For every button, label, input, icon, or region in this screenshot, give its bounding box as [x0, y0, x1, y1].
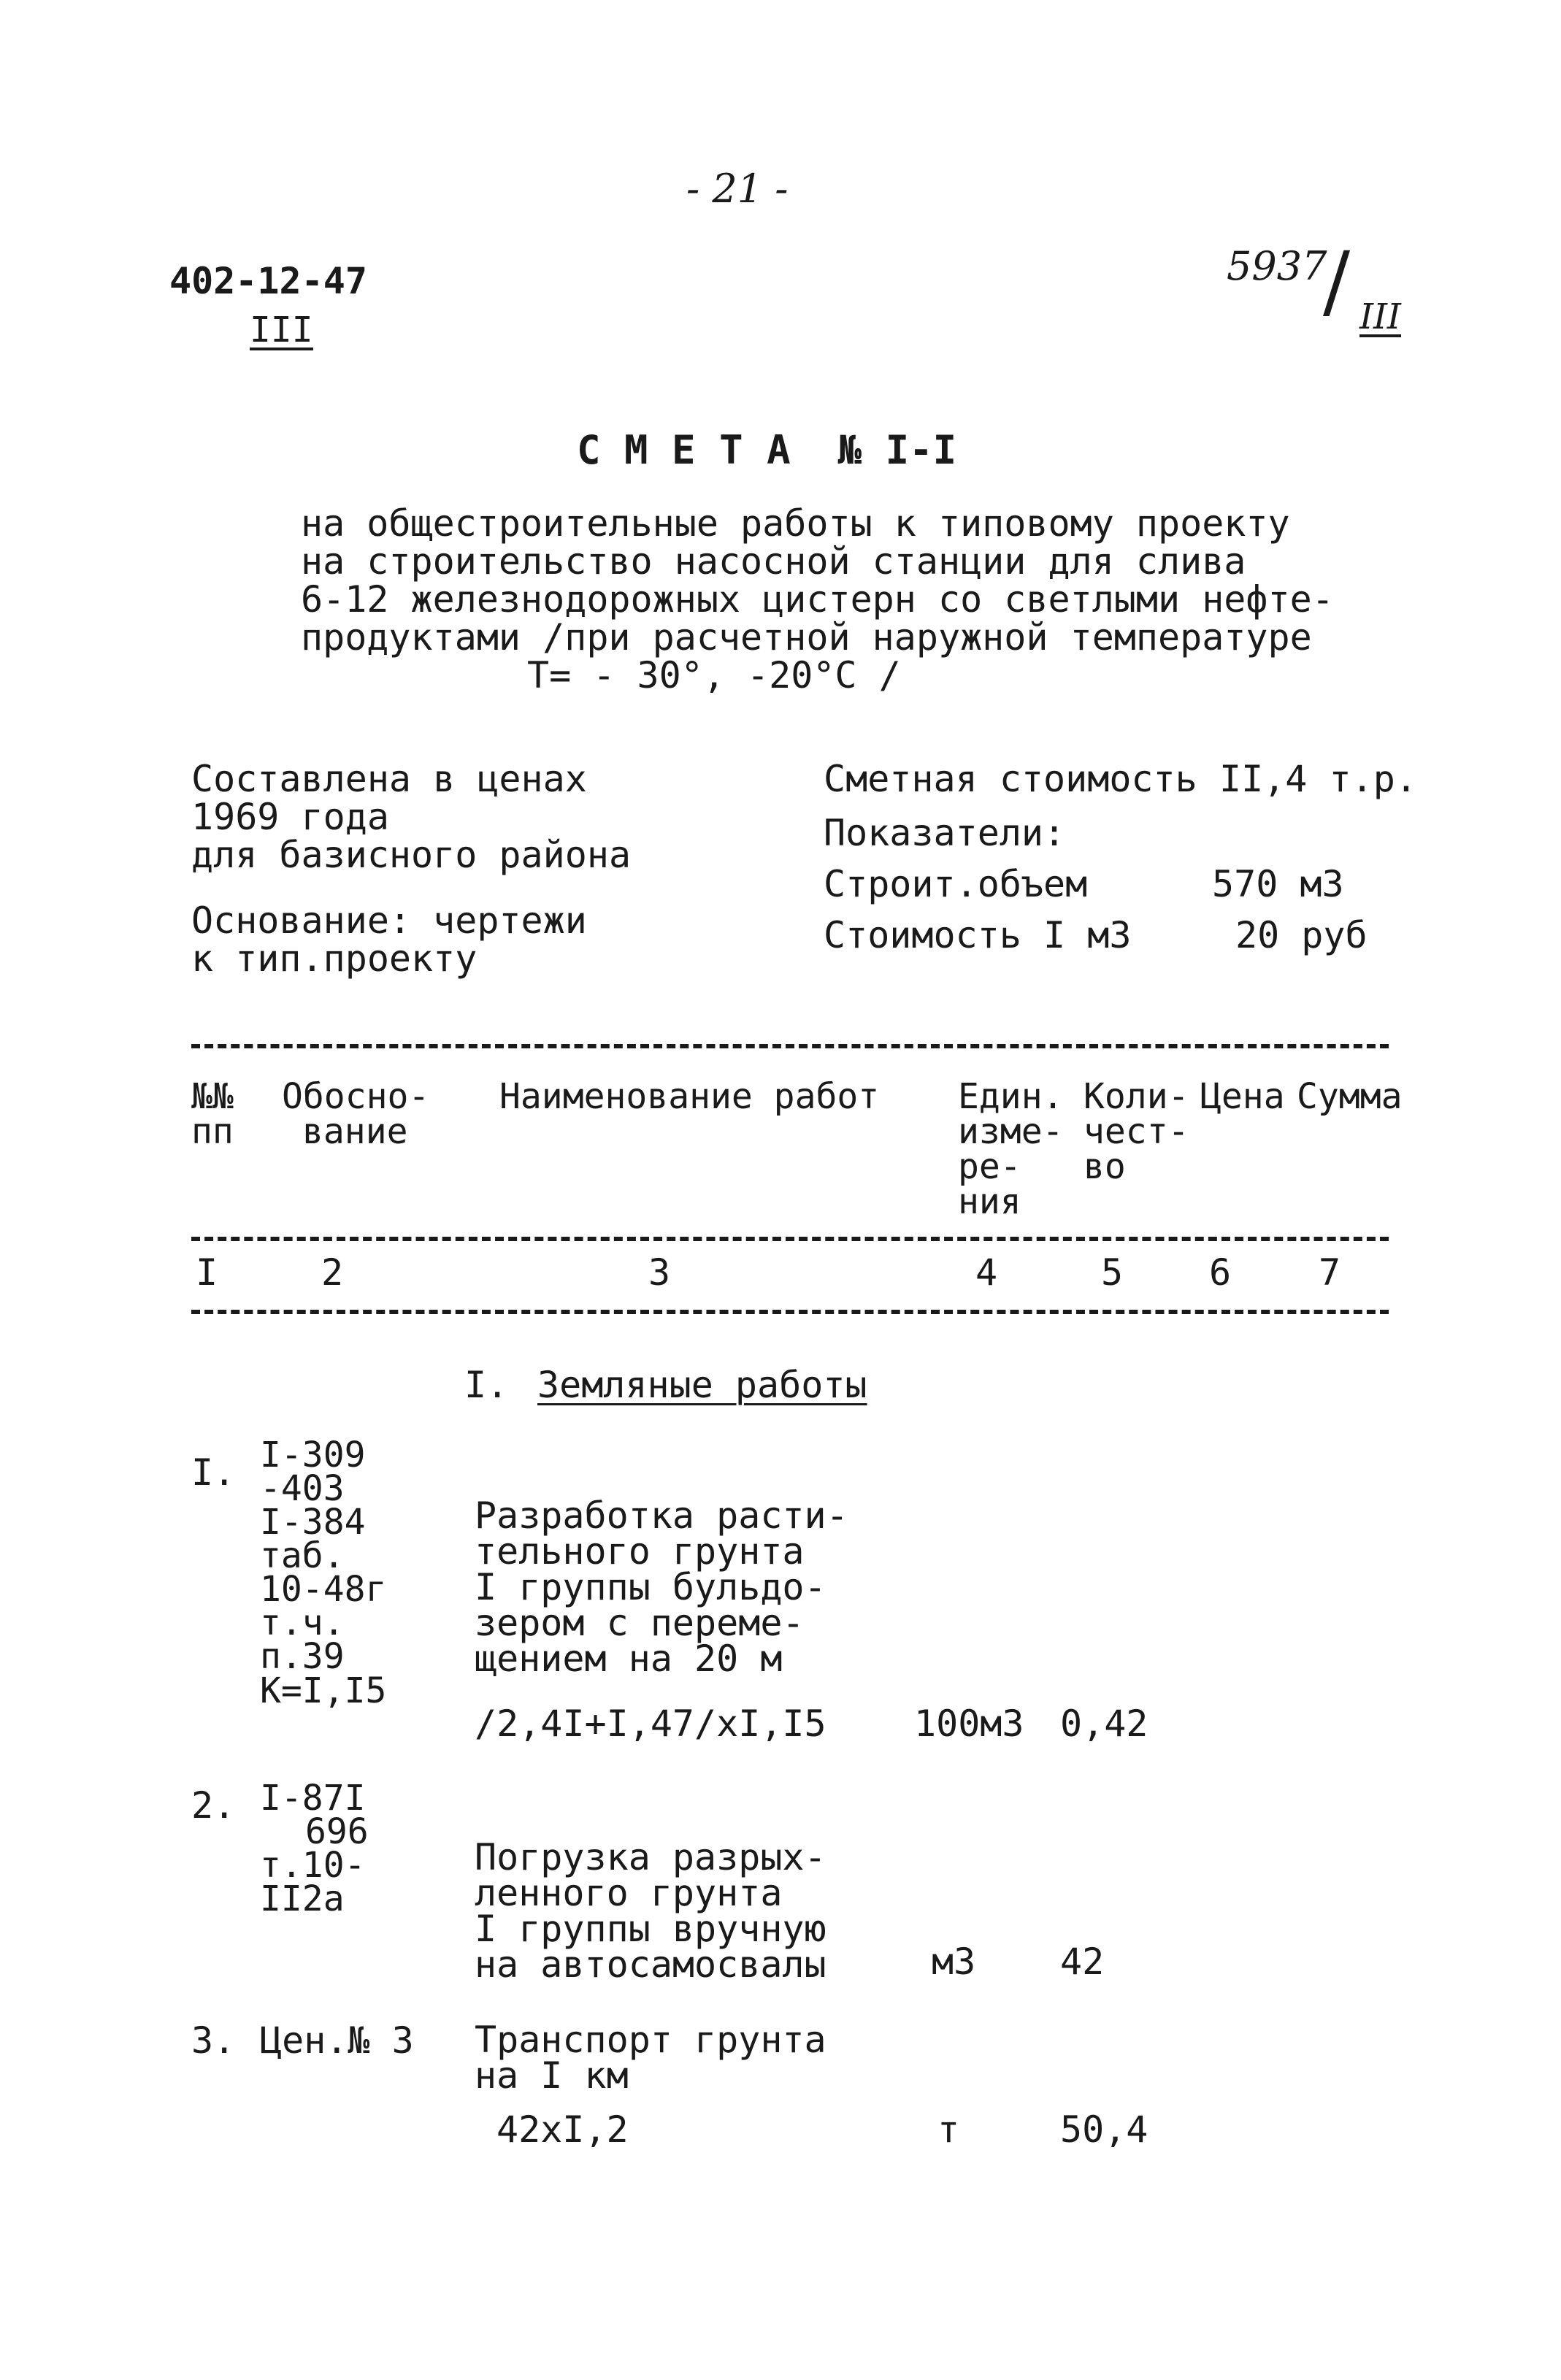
- basis-line: II2а: [260, 1878, 345, 1920]
- column-number: 5: [1101, 1251, 1124, 1294]
- header-no-line: №№: [191, 1076, 234, 1117]
- document-title: С М Е Т А № I-I: [577, 427, 957, 473]
- column-number: I: [196, 1251, 218, 1294]
- column-number: 3: [648, 1251, 671, 1294]
- header-basis: [282, 1076, 430, 1152]
- row-unit: т: [937, 2108, 960, 2151]
- unit-cost-value: 20 руб: [1235, 914, 1368, 956]
- header-qty-line: Коли-: [1084, 1076, 1189, 1117]
- unit-cost-label: Стоимость I м3: [824, 914, 1132, 956]
- cost-value: II,4 т.р.: [1219, 758, 1417, 800]
- header-basis-line: вание: [302, 1111, 408, 1152]
- header-unit-line: ния: [958, 1181, 1021, 1222]
- row-unit: м3: [932, 1941, 976, 1983]
- row-basis: [260, 1778, 369, 1920]
- volume-value: 570 м3: [1212, 863, 1344, 905]
- column-number: 4: [975, 1251, 998, 1294]
- row-qty: 42: [1060, 1941, 1105, 1983]
- header-unit: [958, 1076, 1064, 1222]
- basis-line: Основание: чертежи: [191, 899, 587, 942]
- indicators-label: Показатели:: [824, 812, 1066, 854]
- section-number: I.: [464, 1364, 509, 1406]
- basis-line: I-87I: [260, 1778, 366, 1819]
- name-line: щением на 20 м: [475, 1638, 783, 1680]
- name-line: на I км: [475, 2054, 629, 2097]
- subtitle-line: на общестроительные работы к типовому проекту: [301, 502, 1290, 545]
- archive-sub: III: [1359, 296, 1401, 337]
- prices-info: [191, 758, 632, 876]
- basis-line: I-309: [260, 1435, 366, 1475]
- header-divider-top: [191, 1044, 1389, 1048]
- name-line: I группы вручную: [475, 1908, 826, 1950]
- row-unit: 100м3: [914, 1703, 1024, 1745]
- row-qty: 0,42: [1060, 1703, 1148, 1745]
- column-number: 2: [321, 1251, 344, 1294]
- subtitle-line: Т= - 30°, -20°С /: [527, 654, 901, 696]
- header-qty: [1084, 1076, 1189, 1187]
- archive-number: 5937: [1227, 243, 1327, 289]
- header-sum: Сумма: [1297, 1076, 1403, 1117]
- header-price: Цена: [1200, 1076, 1285, 1117]
- row-formula: /2,4I+I,47/хI,I5: [475, 1703, 826, 1745]
- column-number: 7: [1319, 1251, 1341, 1294]
- header-unit-line: Един.: [958, 1076, 1064, 1117]
- basis-line: 10-48г: [260, 1569, 387, 1611]
- row-basis: [260, 1435, 387, 1711]
- header-divider-mid: [191, 1237, 1389, 1241]
- doc-code-sub: III: [250, 310, 313, 350]
- header-unit-line: изме-: [958, 1111, 1064, 1152]
- row-name: [475, 1836, 826, 1986]
- row-basis: Цен.№ 3: [260, 2019, 414, 2062]
- prices-line: 1969 года: [191, 796, 389, 838]
- name-line: ленного грунта: [475, 1872, 783, 1914]
- subtitle-line: продуктами /при расчетной наружной температуре: [301, 616, 1312, 659]
- volume-label: Строит.объем: [824, 863, 1088, 905]
- document-subtitle: [301, 502, 1334, 696]
- row-name: [475, 2019, 826, 2097]
- basis-line: I-384: [260, 1502, 366, 1543]
- name-line: Разработка расти-: [475, 1494, 848, 1537]
- row-formula: 42хI,2: [496, 2108, 629, 2151]
- header-qty-line: чест-: [1084, 1111, 1189, 1152]
- header-no: [191, 1076, 234, 1152]
- name-line: I группы бульдо-: [475, 1566, 826, 1608]
- name-line: Транспорт грунта: [475, 2019, 826, 2061]
- row-number: 2.: [191, 1784, 236, 1827]
- header-no-line: пп: [191, 1111, 234, 1152]
- row-number: 3.: [191, 2019, 236, 2062]
- subtitle-line: на строительство насосной станции для слива: [301, 540, 1246, 583]
- doc-code: 402-12-47: [169, 260, 367, 302]
- basis-line: т.ч.: [260, 1602, 345, 1644]
- name-line: тельного грунта: [475, 1530, 805, 1573]
- name-line: Погрузка разрых-: [475, 1836, 826, 1878]
- column-number: 6: [1209, 1251, 1232, 1294]
- page-number: - 21 -: [686, 166, 789, 212]
- basis-line: -403: [260, 1468, 345, 1510]
- basis-line: 696: [305, 1811, 369, 1853]
- archive-slash: /: [1323, 234, 1351, 328]
- header-basis-line: Обосно-: [282, 1076, 430, 1117]
- prices-line: Составлена в ценах: [191, 758, 587, 800]
- subtitle-line: 6-12 железнодорожных цистерн со светлыми нефте-: [301, 578, 1334, 621]
- header-qty-line: во: [1084, 1146, 1126, 1187]
- basis-info: [191, 899, 587, 980]
- cost-label: Сметная стоимость: [824, 758, 1197, 800]
- name-line: на автосамосвалы: [475, 1943, 826, 1986]
- name-line: зером с переме-: [475, 1602, 805, 1644]
- basis-line: п.39: [260, 1636, 345, 1678]
- row-number: I.: [191, 1451, 236, 1494]
- basis-line: т.10-: [260, 1845, 366, 1886]
- header-unit-line: ре-: [958, 1146, 1021, 1187]
- prices-line: для базисного района: [191, 834, 632, 876]
- header-divider-bottom: [191, 1310, 1389, 1314]
- basis-line: К=I,I5: [260, 1670, 387, 1711]
- header-name: Наименование работ: [499, 1076, 880, 1117]
- row-name: [475, 1494, 848, 1680]
- section-title: Земляные работы: [537, 1364, 867, 1406]
- basis-line: к тип.проекту: [191, 937, 477, 980]
- row-qty: 50,4: [1060, 2108, 1148, 2151]
- basis-line: таб.: [260, 1535, 345, 1577]
